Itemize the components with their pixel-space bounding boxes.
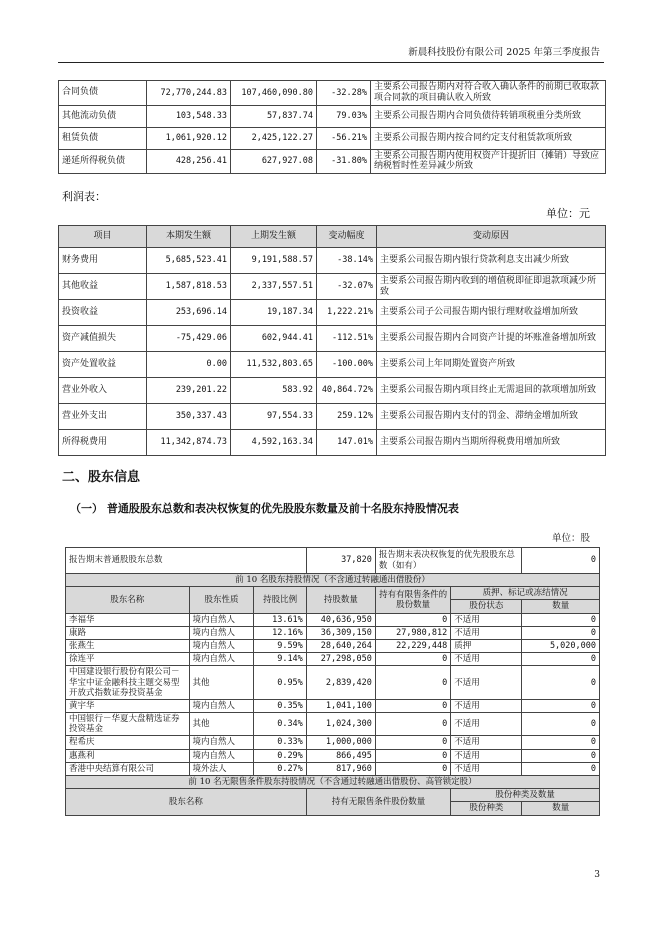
holder-nature: 境外法人 [189,762,254,775]
holder-nature: 境内自然人 [189,653,254,666]
change-reason: 主要系公司报告期内对符合收入确认条件的前期已收取款项合同款的项目确认收入所致 [371,81,606,106]
table-row [59,404,606,430]
previous-value: 2,425,122.27 [231,127,317,149]
change-reason: 主要系公司报告期内合同资产计提的坏账准备增加所致 [377,326,606,352]
change-reason: 主要系公司子公司报告期内银行理财收益增加所致 [377,300,606,326]
shareholders-table [65,547,600,816]
u-col-kind-type: 股份种类 [451,802,522,815]
current-value: 0.00 [147,352,231,378]
holder-nature: 境内自然人 [189,749,254,762]
table-row [59,300,606,326]
pledge-state: 不适用 [451,613,522,626]
total-holders-label: 报告期末普通股股东总数 [66,548,307,574]
holder-nature: 其他 [189,666,254,700]
item-name: 其他收益 [59,274,147,300]
holding-ratio: 9.59% [254,639,306,652]
holder-nature: 境内自然人 [189,613,254,626]
holder-nature: 其他 [189,713,254,736]
pref-holders-label: 报告期末表决权恢复的优先股股东总数（如有） [375,548,522,574]
table-row [66,639,600,652]
current-value: 1,587,818.53 [147,274,231,300]
table-row [66,762,600,775]
pledge-num: 0 [522,613,600,626]
holding-qty: 1,024,300 [306,713,375,736]
pledge-num: 0 [522,653,600,666]
col-restricted: 持有有限售条件的股份数量 [375,587,450,613]
current-value: 72,770,244.83 [147,81,231,106]
holder-nature: 境内自然人 [189,626,254,639]
change-pct: 147.01% [317,430,377,456]
pledge-num: 0 [522,699,600,712]
section-title: 二、股东信息 [62,470,141,485]
income-unit: 单位：元 [546,207,590,220]
holding-qty: 817,960 [306,762,375,775]
holding-qty: 1,000,000 [306,736,375,749]
income-header-item: 项目 [59,226,147,248]
income-header-prev: 上期发生额 [231,226,317,248]
item-name: 所得税费用 [59,430,147,456]
col-nature: 股东性质 [189,587,254,613]
holding-qty: 28,640,264 [306,639,375,652]
holder-name: 程希庆 [66,736,190,749]
item-name: 租赁负债 [59,127,147,149]
item-name: 投资收益 [59,300,147,326]
u-col-kind: 股份种类及数量 [451,789,600,802]
current-value: 11,342,874.73 [147,430,231,456]
change-reason: 主要系公司报告期内支付的罚金、滞纳金增加所致 [377,404,606,430]
holder-nature: 境内自然人 [189,699,254,712]
holding-ratio: 0.95% [254,666,306,700]
table-row [59,378,606,404]
table-row [66,699,600,712]
change-reason: 主要系公司报告期内使用权资产计提折旧（摊销）导致应纳税暂时性差异减少所致 [371,149,606,174]
header-divider [58,62,604,63]
u-col-qty: 持有无限售条件股份数量 [306,789,450,815]
pledge-state: 不适用 [451,736,522,749]
table-row [59,274,606,300]
item-name: 营业外支出 [59,404,147,430]
current-value: 253,696.14 [147,300,231,326]
income-header-reason: 变动原因 [377,226,606,248]
change-reason: 主要系公司报告期内按合同约定支付租赁款项所致 [371,127,606,149]
table-row [66,736,600,749]
change-pct: 259.12% [317,404,377,430]
table-row [66,653,600,666]
current-value: 239,201.22 [147,378,231,404]
u-col-kind-num: 数量 [522,802,600,815]
table-row [59,326,606,352]
pledge-state: 质押 [451,639,522,652]
holder-name: 康路 [66,626,190,639]
holding-ratio: 0.27% [254,762,306,775]
pledge-num: 0 [522,736,600,749]
restricted-qty: 27,980,812 [375,626,450,639]
previous-value: 627,927.08 [231,149,317,174]
item-name: 其他流动负债 [59,105,147,127]
previous-value: 4,592,163.34 [231,430,317,456]
col-state: 股份状态 [451,600,522,613]
pledge-num: 0 [522,749,600,762]
holding-qty: 1,041,100 [306,699,375,712]
holding-ratio: 0.29% [254,749,306,762]
page-header-title: 新晨科技股份有限公司 2025 年第三季度报告 [408,47,600,58]
previous-value: 97,554.33 [231,404,317,430]
pledge-state: 不适用 [451,762,522,775]
change-pct: -32.28% [317,81,371,106]
table-row [66,749,600,762]
table-row [66,713,600,736]
restricted-qty: 0 [375,666,450,700]
holder-name: 黄宇华 [66,699,190,712]
holder-name: 中国建设银行股份有限公司－华宝中证金融科技主题交易型开放式指数证券投资基金 [66,666,190,700]
holder-nature: 境内自然人 [189,639,254,652]
pledge-state: 不适用 [451,626,522,639]
change-pct: -32.07% [317,274,377,300]
balance-change-table [58,80,606,174]
restricted-qty: 0 [375,736,450,749]
change-reason: 主要系公司报告期内合同负债待转销项税重分类所致 [371,105,606,127]
holding-ratio: 12.16% [254,626,306,639]
change-pct: -38.14% [317,248,377,274]
previous-value: 602,944.41 [231,326,317,352]
table-row [59,127,606,149]
table-row [59,81,606,106]
pledge-num: 0 [522,713,600,736]
change-pct: 40,864.72% [317,378,377,404]
page-number: 3 [594,870,600,880]
holder-name: 张燕生 [66,639,190,652]
change-pct: -112.51% [317,326,377,352]
change-reason: 主要系公司报告期内收到的增值税即征即退款项减少所致 [377,274,606,300]
u-col-name: 股东名称 [66,789,307,815]
income-change-table [58,225,606,456]
current-value: 103,548.33 [147,105,231,127]
col-pledge: 质押、标记或冻结情况 [451,587,600,600]
holding-ratio: 9.14% [254,653,306,666]
table-row [66,613,600,626]
restricted-qty: 0 [375,613,450,626]
holding-ratio: 13.61% [254,613,306,626]
subsection-title: （一） 普通股股东总数和表决权恢复的优先股股东数量及前十名股东持股情况表 [70,502,459,515]
col-name: 股东名称 [66,587,190,613]
previous-value: 2,337,557.51 [231,274,317,300]
income-header-cur: 本期发生额 [147,226,231,248]
restricted-qty: 0 [375,762,450,775]
holder-name: 中国银行－华夏大盘精选证券投资基金 [66,713,190,736]
top10-title: 前 10 名股东持股情况（不含通过转融通出借股份） [66,574,600,587]
pledge-num: 5,020,000 [522,639,600,652]
holder-nature: 境内自然人 [189,736,254,749]
restricted-qty: 0 [375,749,450,762]
previous-value: 583.92 [231,378,317,404]
change-pct: -56.21% [317,127,371,149]
change-pct: 1,222.21% [317,300,377,326]
previous-value: 11,532,803.65 [231,352,317,378]
unrestricted-title: 前 10 名无限售条件股东持股情况（不含通过转融通出借股份、高管锁定股） [66,776,600,789]
change-pct: -31.80% [317,149,371,174]
holding-qty: 36,309,150 [306,626,375,639]
item-name: 财务费用 [59,248,147,274]
change-reason: 主要系公司报告期内银行贷款利息支出减少所致 [377,248,606,274]
holder-name: 香港中央结算有限公司 [66,762,190,775]
current-value: 1,061,920.12 [147,127,231,149]
change-reason: 主要系公司报告期内项目终止无需退回的款项增加所致 [377,378,606,404]
pledge-state: 不适用 [451,699,522,712]
current-value: -75,429.06 [147,326,231,352]
previous-value: 107,460,090.80 [231,81,317,106]
pref-holders-value: 0 [522,548,600,574]
holding-qty: 27,298,050 [306,653,375,666]
total-holders-value: 37,820 [306,548,375,574]
change-pct: -100.00% [317,352,377,378]
item-name: 营业外收入 [59,378,147,404]
item-name: 合同负债 [59,81,147,106]
holder-name: 徐连平 [66,653,190,666]
holding-ratio: 0.33% [254,736,306,749]
holding-ratio: 0.35% [254,699,306,712]
current-value: 5,685,523.41 [147,248,231,274]
table-row [59,149,606,174]
holding-qty: 2,839,420 [306,666,375,700]
current-value: 428,256.41 [147,149,231,174]
restricted-qty: 0 [375,713,450,736]
item-name: 递延所得税负债 [59,149,147,174]
pledge-num: 0 [522,762,600,775]
change-pct: 79.03% [317,105,371,127]
holder-name: 李福华 [66,613,190,626]
col-ratio: 持股比例 [254,587,306,613]
pledge-state: 不适用 [451,713,522,736]
table-row [59,105,606,127]
restricted-qty: 22,229,448 [375,639,450,652]
holding-qty: 40,636,950 [306,613,375,626]
pledge-state: 不适用 [451,653,522,666]
table-row [59,248,606,274]
col-num: 数量 [522,600,600,613]
holders-unit: 单位：股 [551,533,590,544]
holding-ratio: 0.34% [254,713,306,736]
table-row [66,666,600,700]
table-row [59,352,606,378]
current-value: 350,337.43 [147,404,231,430]
previous-value: 57,837.74 [231,105,317,127]
restricted-qty: 0 [375,653,450,666]
pledge-num: 0 [522,666,600,700]
item-name: 资产减值损失 [59,326,147,352]
previous-value: 9,191,588.57 [231,248,317,274]
holding-qty: 866,495 [306,749,375,762]
change-reason: 主要系公司报告期内当期所得税费用增加所致 [377,430,606,456]
pledge-state: 不适用 [451,666,522,700]
holder-name: 惠燕利 [66,749,190,762]
previous-value: 19,187.34 [231,300,317,326]
pledge-state: 不适用 [451,749,522,762]
col-qty: 持股数量 [306,587,375,613]
restricted-qty: 0 [375,699,450,712]
table-row [59,430,606,456]
item-name: 资产处置收益 [59,352,147,378]
pledge-num: 0 [522,626,600,639]
table-row [66,626,600,639]
income-title: 利润表： [62,190,106,203]
income-header-chg: 变动幅度 [317,226,377,248]
change-reason: 主要系公司上年同期处置资产所致 [377,352,606,378]
